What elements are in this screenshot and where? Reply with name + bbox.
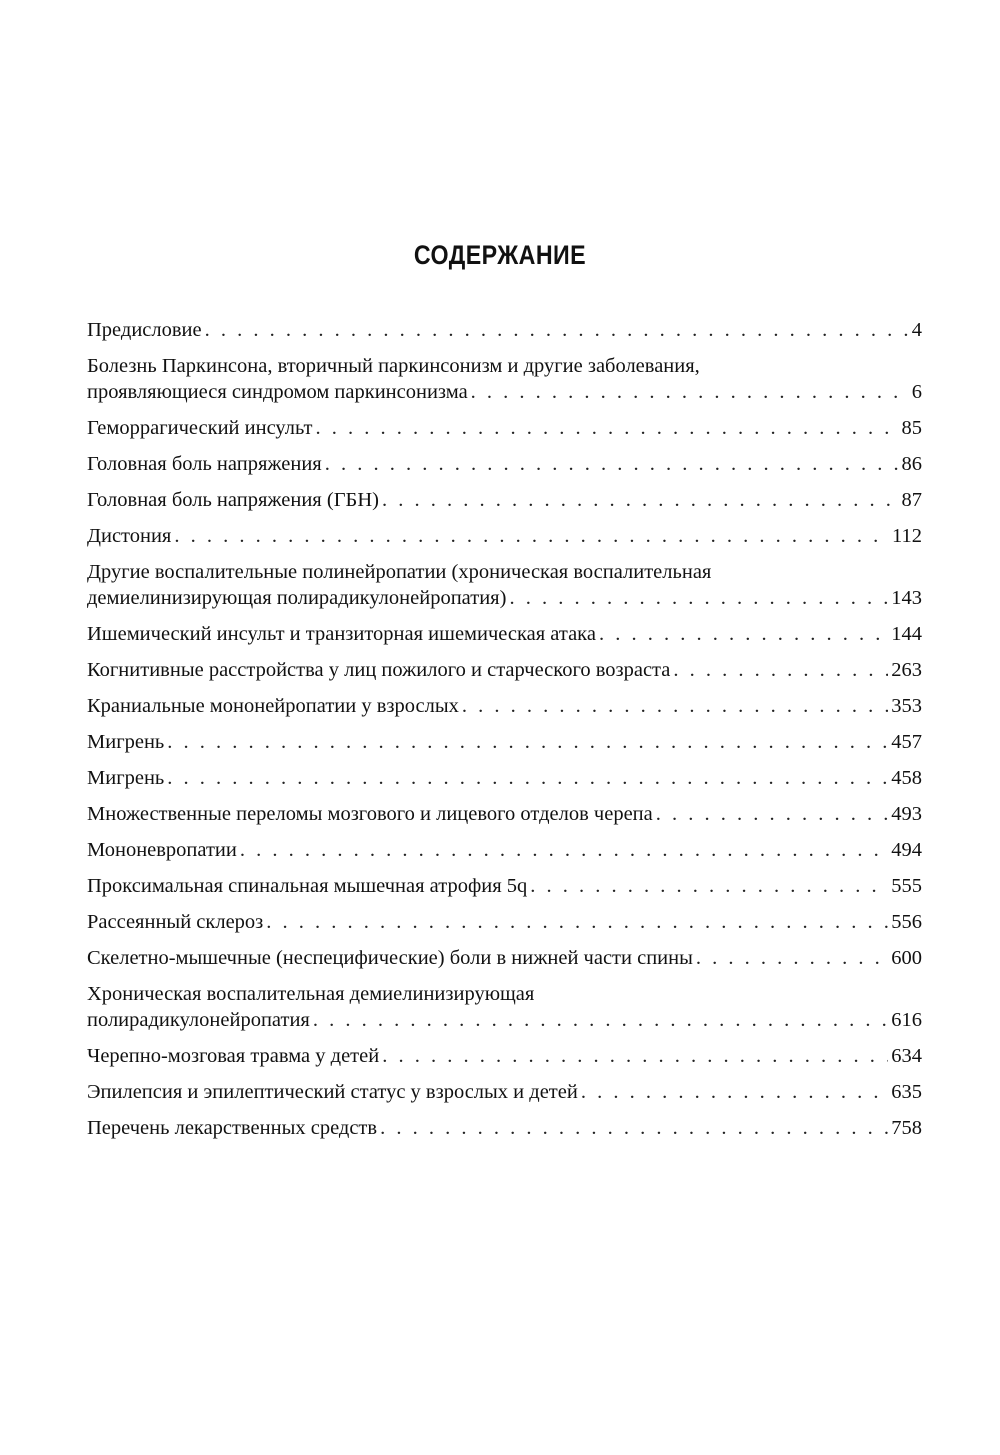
toc-entry[interactable] <box>87 1043 922 1069</box>
toc-entry-row <box>87 801 922 827</box>
toc-page-number: 555 <box>891 875 922 897</box>
toc-page-number: 493 <box>891 803 922 825</box>
toc-entry[interactable] <box>87 729 922 755</box>
toc-entry-row <box>87 487 922 513</box>
toc-entry-row <box>87 729 922 755</box>
toc-dot-leader <box>509 585 888 611</box>
toc-page-number: 143 <box>891 587 922 609</box>
toc-dot-leader <box>167 729 888 755</box>
toc-entry[interactable] <box>87 801 922 827</box>
toc-entry-title: Ишемический инсульт и транзиторная ишемическая атака <box>87 623 596 645</box>
toc-entry-title: Когнитивные расстройства у лиц пожилого и старческого возраста <box>87 659 671 681</box>
toc-entry-title: полирадикулонейропатия <box>87 1009 310 1031</box>
toc-entry-title: Эпилепсия и эпилептический статус у взрослых и детей <box>87 1081 578 1103</box>
toc-entry-row <box>87 1079 922 1105</box>
toc-entry[interactable] <box>87 559 922 611</box>
toc-entry-row <box>87 1007 922 1033</box>
toc-entry-title: Перечень лекарственных средств <box>87 1117 378 1139</box>
toc-dot-leader <box>380 1115 888 1141</box>
toc-entry-title: Головная боль напряжения (ГБН) <box>87 489 379 511</box>
toc-entry-row <box>87 945 922 971</box>
toc-entry[interactable] <box>87 873 922 899</box>
toc-dot-leader <box>599 621 888 647</box>
toc-entry-row <box>87 451 922 477</box>
toc-entry[interactable] <box>87 909 922 935</box>
toc-entry-title: демиелинизирующая полирадикулонейропатия) <box>87 587 507 609</box>
toc-page-number: 556 <box>891 911 922 933</box>
toc-entry[interactable] <box>87 415 922 441</box>
toc-entry-row <box>87 523 922 549</box>
toc-entry-row <box>87 415 922 441</box>
toc-entry[interactable] <box>87 523 922 549</box>
toc-dot-leader <box>325 451 899 477</box>
toc-page-number: 144 <box>891 623 922 645</box>
toc-entry-title: Скелетно-мышечные (неспецифические) боли в нижней части спины <box>87 947 693 969</box>
toc-entry-row <box>87 657 922 683</box>
toc-page-number: 6 <box>911 381 922 403</box>
toc-dot-leader <box>205 317 909 343</box>
toc-entry-row <box>87 873 922 899</box>
toc-entry-row <box>87 317 922 343</box>
toc-entry[interactable] <box>87 487 922 513</box>
toc-entry[interactable] <box>87 837 922 863</box>
toc-dot-leader <box>313 1007 888 1033</box>
toc-dot-leader <box>382 487 899 513</box>
toc-entry-title: Геморрагический инсульт <box>87 417 313 439</box>
toc-dot-leader <box>530 873 888 899</box>
toc-entry[interactable] <box>87 981 922 1033</box>
toc-entry[interactable] <box>87 451 922 477</box>
toc-dot-leader <box>382 1043 888 1069</box>
toc-page-number: 87 <box>901 489 922 511</box>
toc-dot-leader <box>462 693 888 719</box>
toc-entry[interactable] <box>87 317 922 343</box>
toc-entry[interactable] <box>87 1079 922 1105</box>
toc-entry-title-line: Болезнь Паркинсона, вторичный паркинсонизм и другие заболевания, <box>87 355 700 377</box>
toc-page-number: 353 <box>891 695 922 717</box>
toc-entry-title: Рассеянный склероз <box>87 911 264 933</box>
toc-entry-title: Головная боль напряжения <box>87 453 322 475</box>
toc-entry-row <box>87 379 922 405</box>
toc-entry-title: Множественные переломы мозгового и лицевого отделов черепа <box>87 803 653 825</box>
toc-entry-title: Дистония <box>87 525 172 547</box>
toc-page-number: 112 <box>892 525 922 547</box>
toc-dot-leader <box>696 945 888 971</box>
toc-page-number: 86 <box>901 453 922 475</box>
toc-entry-row <box>87 585 922 611</box>
toc-entry[interactable] <box>87 353 922 405</box>
toc-entry-title: Мигрень <box>87 731 165 753</box>
toc-entry-title: Мигрень <box>87 767 165 789</box>
toc-page-number: 457 <box>891 731 922 753</box>
toc-entry[interactable] <box>87 657 922 683</box>
toc-entry[interactable] <box>87 621 922 647</box>
table-of-contents <box>87 317 922 1151</box>
toc-entry[interactable] <box>87 765 922 791</box>
toc-page-number: 758 <box>891 1117 922 1139</box>
toc-entry-row <box>87 693 922 719</box>
toc-entry-title: проявляющиеся синдромом паркинсонизма <box>87 381 468 403</box>
toc-entry[interactable] <box>87 693 922 719</box>
toc-page-number: 634 <box>891 1045 922 1067</box>
toc-page-number: 458 <box>891 767 922 789</box>
toc-entry[interactable] <box>87 945 922 971</box>
toc-page-number: 85 <box>901 417 922 439</box>
toc-dot-leader <box>581 1079 888 1105</box>
toc-dot-leader <box>673 657 888 683</box>
toc-entry-title-line: Хроническая воспалительная демиелинизирующая <box>87 983 535 1005</box>
page-title: СОДЕРЖАНИЕ <box>413 240 587 270</box>
toc-entry-title: Черепно-мозговая травма у детей <box>87 1045 380 1067</box>
toc-dot-leader <box>240 837 888 863</box>
toc-entry-title: Мононевропатии <box>87 839 237 861</box>
toc-entry-row <box>87 1115 922 1141</box>
toc-entry-row <box>87 909 922 935</box>
toc-entry-row <box>87 1043 922 1069</box>
toc-page-number: 4 <box>911 319 922 341</box>
toc-entry-title: Предисловие <box>87 319 202 341</box>
toc-entry-title: Краниальные мононейропатии у взрослых <box>87 695 459 717</box>
toc-page-number: 263 <box>891 659 922 681</box>
toc-dot-leader <box>174 523 889 549</box>
toc-page-number: 600 <box>891 947 922 969</box>
toc-entry-row <box>87 837 922 863</box>
toc-entry-row <box>87 765 922 791</box>
toc-entry-row <box>87 621 922 647</box>
toc-entry[interactable] <box>87 1115 922 1141</box>
toc-entry-title-line: Другие воспалительные полинейропатии (хроническая воспалительная <box>87 561 712 583</box>
toc-dot-leader <box>266 909 888 935</box>
toc-dot-leader <box>316 415 899 441</box>
toc-page-number: 616 <box>891 1009 922 1031</box>
toc-dot-leader <box>471 379 909 405</box>
toc-dot-leader <box>656 801 889 827</box>
toc-page-number: 635 <box>891 1081 922 1103</box>
toc-page-number: 494 <box>891 839 922 861</box>
toc-entry-title: Проксимальная спинальная мышечная атрофия 5q <box>87 875 528 897</box>
toc-dot-leader <box>167 765 888 791</box>
